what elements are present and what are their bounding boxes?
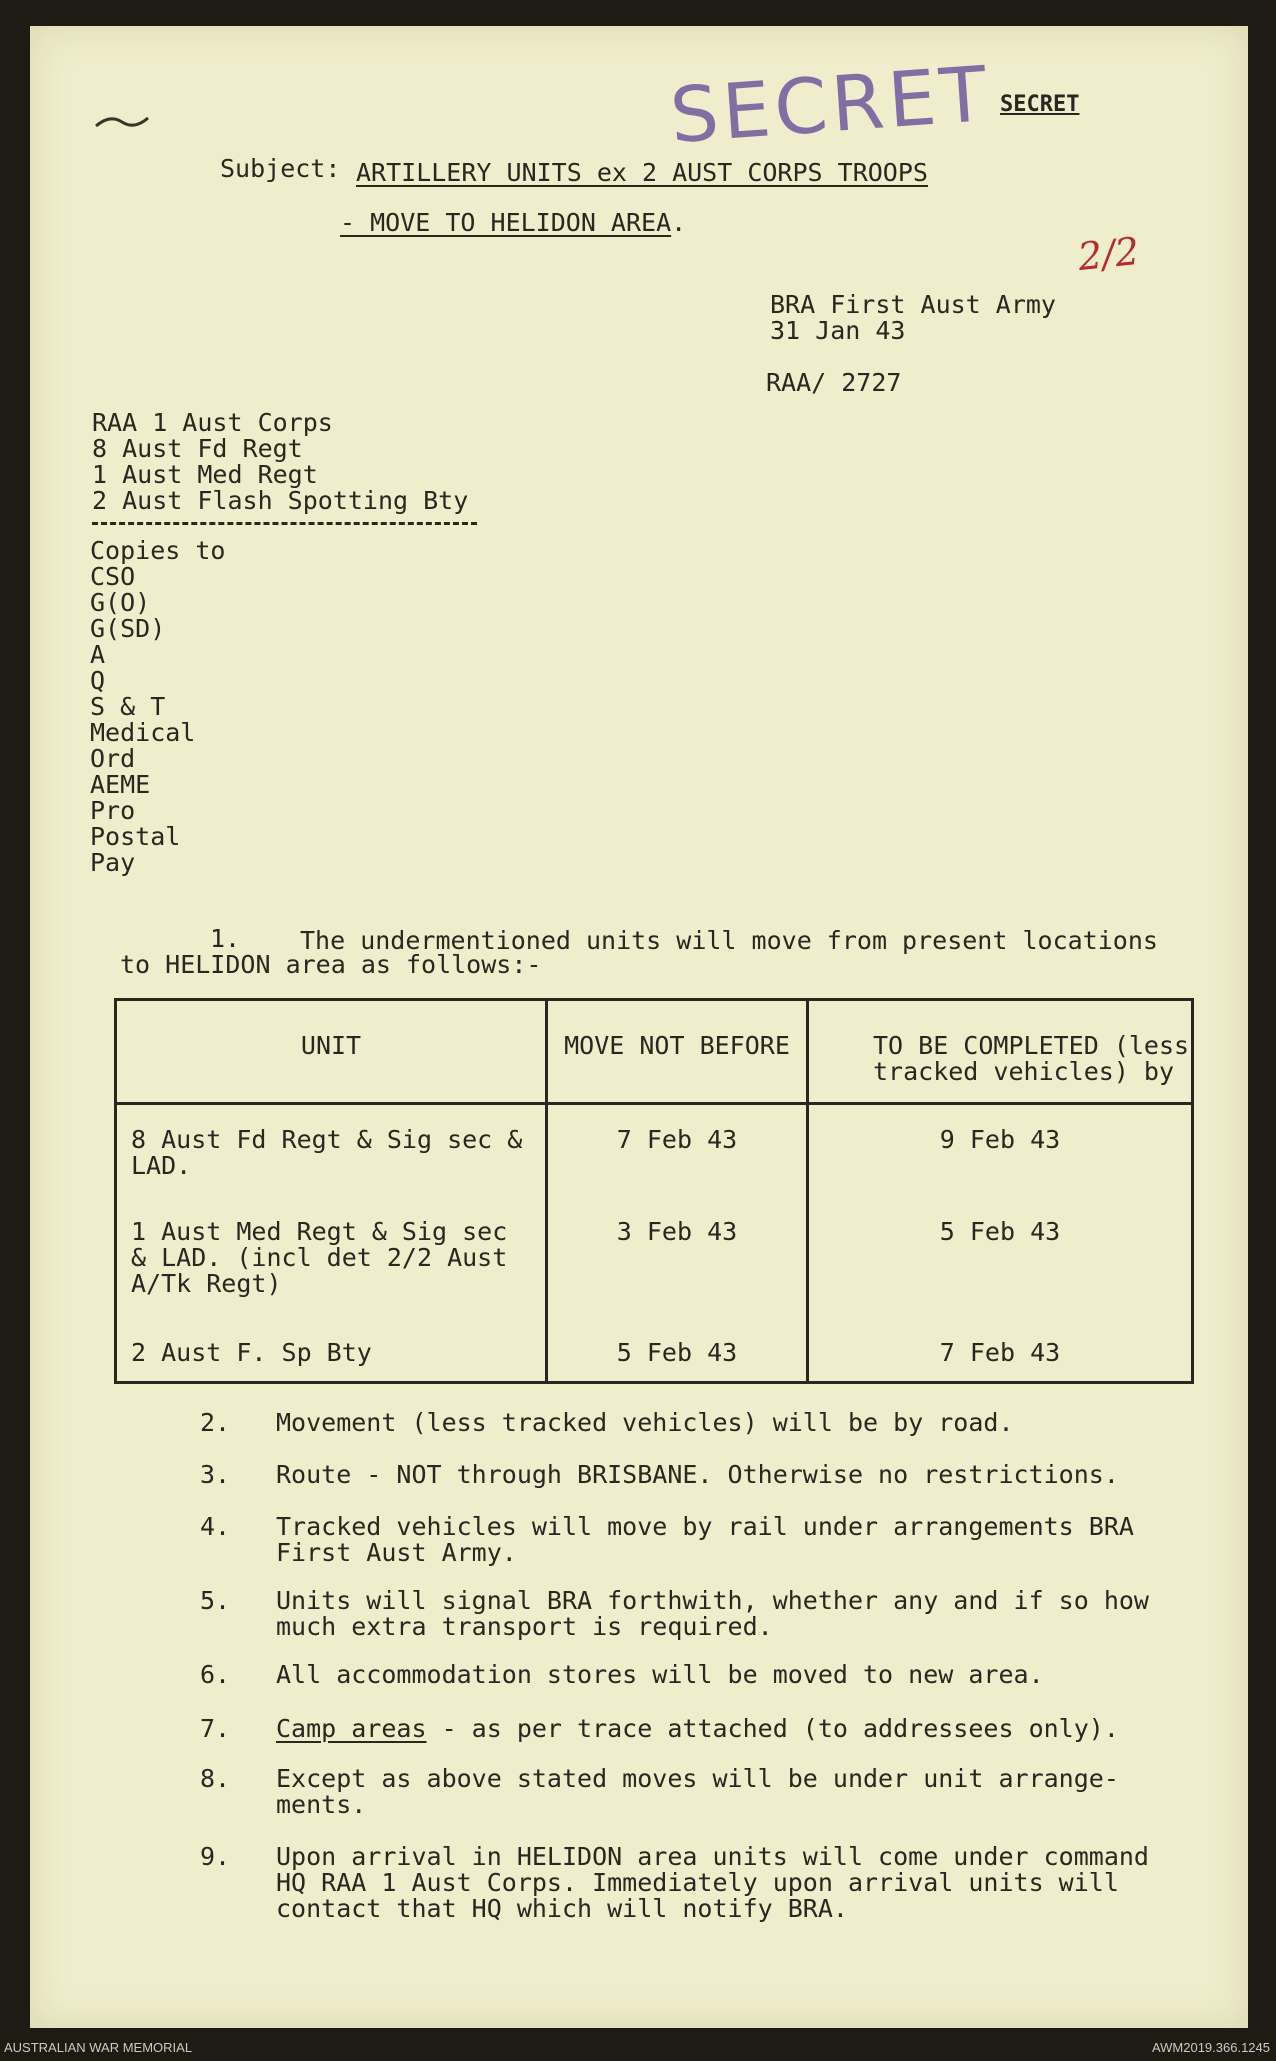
copies-label: Copies to xyxy=(90,536,226,565)
footer-accession-number: AWM2019.366.1245 xyxy=(1151,2040,1270,2055)
subject-line-2-period: . xyxy=(671,208,687,237)
paragraph-number: 2. xyxy=(200,1408,231,1437)
addressee-item: 1 Aust Med Regt xyxy=(92,460,318,489)
cell-unit: 8 Aust Fd Regt & Sig sec & LAD. xyxy=(116,1104,547,1198)
sender-unit: BRA First Aust Army xyxy=(770,290,1056,319)
table-row xyxy=(116,1104,1193,1198)
addressee-list xyxy=(92,410,468,514)
ink-smudge-mark xyxy=(92,108,152,136)
paragraph-number: 7. xyxy=(200,1714,231,1743)
para-1-number: 1. xyxy=(210,924,241,953)
addressee-item: 8 Aust Fd Regt xyxy=(92,434,303,463)
copy-item: G(SD) xyxy=(90,614,166,643)
subject-label: Subject: xyxy=(220,154,341,183)
paragraph-text: Tracked vehicles will move by rail under arrangements BRA First Aust Army. xyxy=(276,1512,1134,1567)
paragraph-text: Route - NOT through BRISBANE. Otherwise no restrictions. xyxy=(276,1460,1119,1489)
subject-line-1: ARTILLERY UNITS ex 2 AUST CORPS TROOPS xyxy=(356,158,928,187)
addressee-item: 2 Aust Flash Spotting Bty xyxy=(92,486,469,515)
cell-not-before: 7 Feb 43 xyxy=(547,1104,808,1198)
paragraph-text: Except as above stated moves will be under unit arrange-ments. xyxy=(276,1764,1119,1819)
cell-not-before: 5 Feb 43 xyxy=(547,1318,808,1382)
subject-line-2-text: - MOVE TO HELIDON AREA xyxy=(340,208,672,237)
handwritten-reference: 2/2 xyxy=(1075,228,1142,280)
copy-item: S & T xyxy=(90,692,166,721)
table-row xyxy=(116,1197,1193,1318)
copy-item: AEME xyxy=(90,770,151,799)
paragraph-text: All accommodation stores will be moved to new area. xyxy=(276,1660,1044,1689)
copy-item: Ord xyxy=(90,744,136,773)
paragraph-text-camp-areas xyxy=(276,1716,1156,1742)
cell-unit: 2 Aust F. Sp Bty xyxy=(116,1318,547,1382)
cell-completed: 9 Feb 43 xyxy=(808,1104,1193,1198)
copies-list xyxy=(90,538,225,876)
paragraph-number: 5. xyxy=(200,1586,231,1615)
header-unit: UNIT xyxy=(116,1000,547,1104)
footer-institution: AUSTRALIAN WAR MEMORIAL xyxy=(4,2040,193,2055)
table-row xyxy=(116,1318,1193,1382)
camp-areas-heading: Camp areas xyxy=(276,1714,427,1743)
paragraph-number: 9. xyxy=(200,1842,231,1871)
header-move-not-before: MOVE NOT BEFORE xyxy=(547,1000,808,1104)
secret-marking: SECRET xyxy=(1000,92,1080,117)
paragraph-text: Upon arrival in HELIDON area units will come under command HQ RAA 1 Aust Corps. Immediately upon arrival units will contact that HQ which will notify BRA. xyxy=(276,1842,1149,1923)
copy-item: Postal xyxy=(90,822,181,851)
copy-item: CSO xyxy=(90,562,136,591)
copy-item: Medical xyxy=(90,718,196,747)
sender-date: 31 Jan 43 xyxy=(770,316,906,345)
table-header-row xyxy=(116,1000,1193,1104)
para-1-line-2: to HELIDON area as follows:- xyxy=(120,950,542,979)
header-to-be-completed: TO BE COMPLETED (less tracked vehicles) by xyxy=(808,1000,1193,1104)
secret-stamp: SECRET xyxy=(667,48,994,161)
cell-not-before: 3 Feb 43 xyxy=(547,1197,808,1318)
movement-table xyxy=(114,998,1194,1384)
cell-completed: 5 Feb 43 xyxy=(808,1197,1193,1318)
copy-item: A xyxy=(90,640,106,669)
para-1-line-1: The undermentioned units will move from present locations xyxy=(300,926,1158,955)
subject-line-2 xyxy=(340,210,686,236)
paragraph-text: Units will signal BRA forthwith, whether any and if so how much extra transport is required. xyxy=(276,1586,1149,1641)
paragraph-number: 3. xyxy=(200,1460,231,1489)
copy-item: Q xyxy=(90,666,106,695)
cell-unit: 1 Aust Med Regt & Sig sec & LAD. (incl det 2/2 Aust A/Tk Regt) xyxy=(116,1197,547,1318)
copy-item: G(O) xyxy=(90,588,151,617)
cell-completed: 7 Feb 43 xyxy=(808,1318,1193,1382)
paragraph-number: 6. xyxy=(200,1660,231,1689)
dashed-separator xyxy=(92,522,477,525)
copy-item: Pay xyxy=(90,848,136,877)
copy-item: Pro xyxy=(90,796,136,825)
paragraph-number: 4. xyxy=(200,1512,231,1541)
addressee-item: RAA 1 Aust Corps xyxy=(92,408,333,437)
reference-number: RAA/ 2727 xyxy=(766,368,902,397)
camp-areas-text: - as per trace attached (to addressees only). xyxy=(426,1714,1119,1743)
paragraph-number: 8. xyxy=(200,1764,231,1793)
paragraph-text: Movement (less tracked vehicles) will be by road. xyxy=(276,1408,1014,1437)
